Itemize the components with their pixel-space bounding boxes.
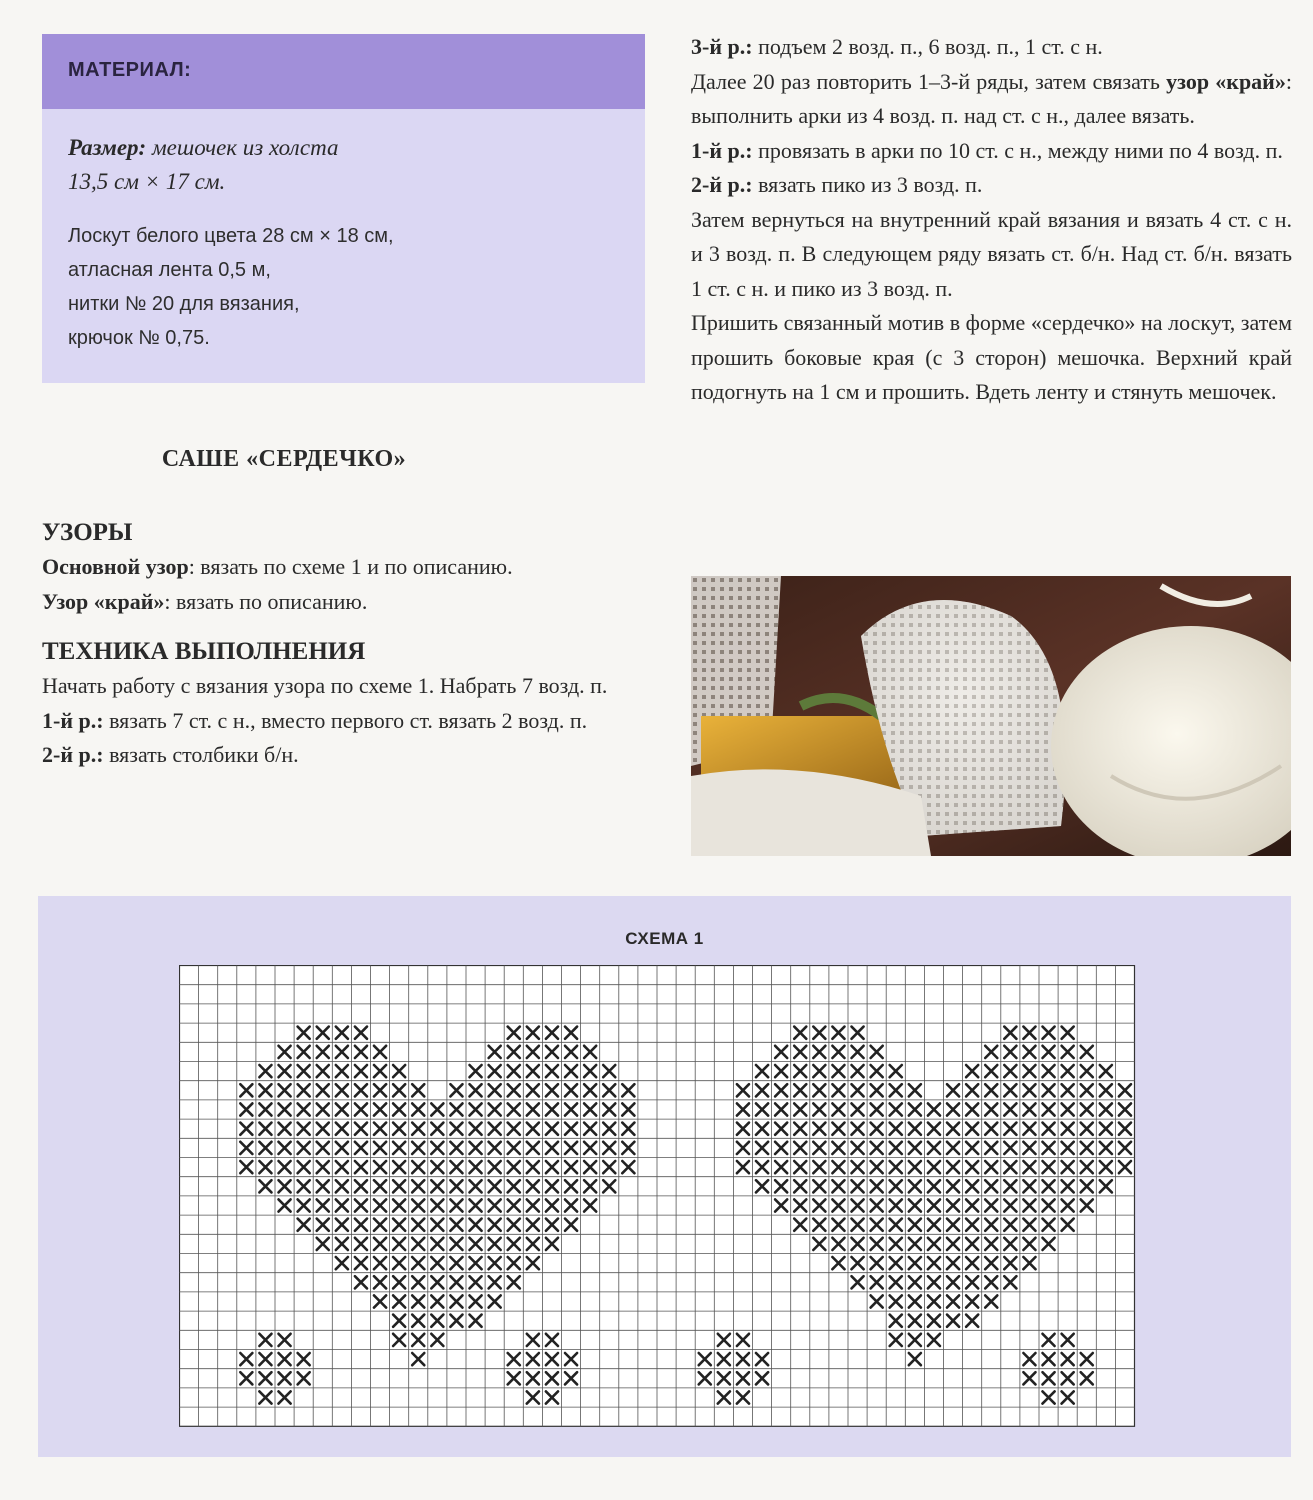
row3-instruction [691, 30, 1292, 65]
technique-intro: Начать работу с вязания узора по схеме 1. Набрать 7 возд. п. [42, 673, 608, 698]
material-item: крючок № 0,75. [68, 327, 210, 349]
edge-pattern-label: Узор «край» [42, 588, 165, 614]
finish-instruction: Пришить связанный мотив в форме «сердечко» на лоскут, затем прошить боковые края (с 3 сторон) мешочка. Верхний край подогнуть на 1 см и прошить. Вдеть ленту и стянуть мешочек. [691, 310, 1292, 404]
edge-pattern [42, 585, 646, 620]
material-heading: МАТЕРИАЛ: [68, 59, 192, 81]
repeat-post: : выполнить арки из 4 возд. п. над ст. с н., далее вязать. [691, 68, 1292, 128]
main-pattern-label: Основной узор [42, 554, 189, 579]
return-instruction: Затем вернуться на внутренний край вязания и вязать 4 ст. с н. и 3 возд. п. В следующем ряду вязать ст. б/н. Над ст. б/н. вязать 1 ст. с н. и пико из 3 возд. п. [691, 206, 1292, 301]
edge-row1-label: 1-й р.: [691, 137, 753, 163]
edge-row2 [691, 168, 1292, 203]
material-item: атласная лента 0,5 м, [68, 259, 271, 281]
materials-list [68, 219, 394, 355]
technique-row1 [42, 704, 646, 739]
left-column [42, 516, 646, 773]
edge-row1 [691, 134, 1292, 169]
repeat-pre: Далее 20 раз повторить 1–3-й ряды, затем связать [691, 68, 1167, 94]
scheme-panel [38, 896, 1291, 1457]
article-title: САШЕ «СЕРДЕЧКО» [161, 446, 407, 472]
right-column [691, 30, 1292, 410]
patterns-heading: УЗОРЫ [42, 519, 133, 546]
material-item: Лоскут белого цвета 28 см × 18 см, [68, 225, 394, 247]
scheme-grid [179, 965, 1139, 1428]
photo-illustration [691, 576, 1291, 856]
edge-row2-text: вязать пико из 3 возд. п. [752, 172, 983, 197]
material-item: нитки № 20 для вязания, [68, 293, 300, 315]
size-label: Размер: [68, 135, 147, 160]
main-pattern-text: : вязать по схеме 1 и по описанию. [188, 554, 513, 579]
technique-row2 [42, 738, 646, 773]
repeat-bold: узор «край» [1166, 68, 1286, 94]
row1-label: 1-й р.: [42, 707, 104, 733]
size-line2: 13,5 см × 17 см. [68, 169, 226, 194]
scheme-title: СХЕМА 1 [625, 929, 704, 948]
edge-row1-text: провязать в арки по 10 ст. с н., между ними по 4 возд. п. [752, 137, 1283, 163]
technique-heading: ТЕХНИКА ВЫПОЛНЕНИЯ [42, 638, 366, 665]
main-pattern [42, 550, 646, 585]
row2-label: 2-й р.: [42, 742, 104, 767]
row1-text: вязать 7 ст. с н., вместо первого ст. вязать 2 возд. п. [103, 707, 588, 733]
row2-text: вязать столбики б/н. [103, 742, 299, 767]
row3-label: 3-й р.: [691, 34, 753, 59]
repeat-instruction [691, 65, 1292, 134]
edge-row2-label: 2-й р.: [691, 172, 753, 197]
material-header [42, 34, 645, 109]
edge-pattern-text: : вязать по описанию. [164, 588, 368, 614]
size-line1: мешочек из холста [151, 135, 339, 160]
material-panel [42, 109, 645, 383]
row3-text: подъем 2 возд. п., 6 возд. п., 1 ст. с н. [752, 34, 1103, 59]
product-photo [691, 576, 1291, 856]
size-description [68, 131, 339, 199]
